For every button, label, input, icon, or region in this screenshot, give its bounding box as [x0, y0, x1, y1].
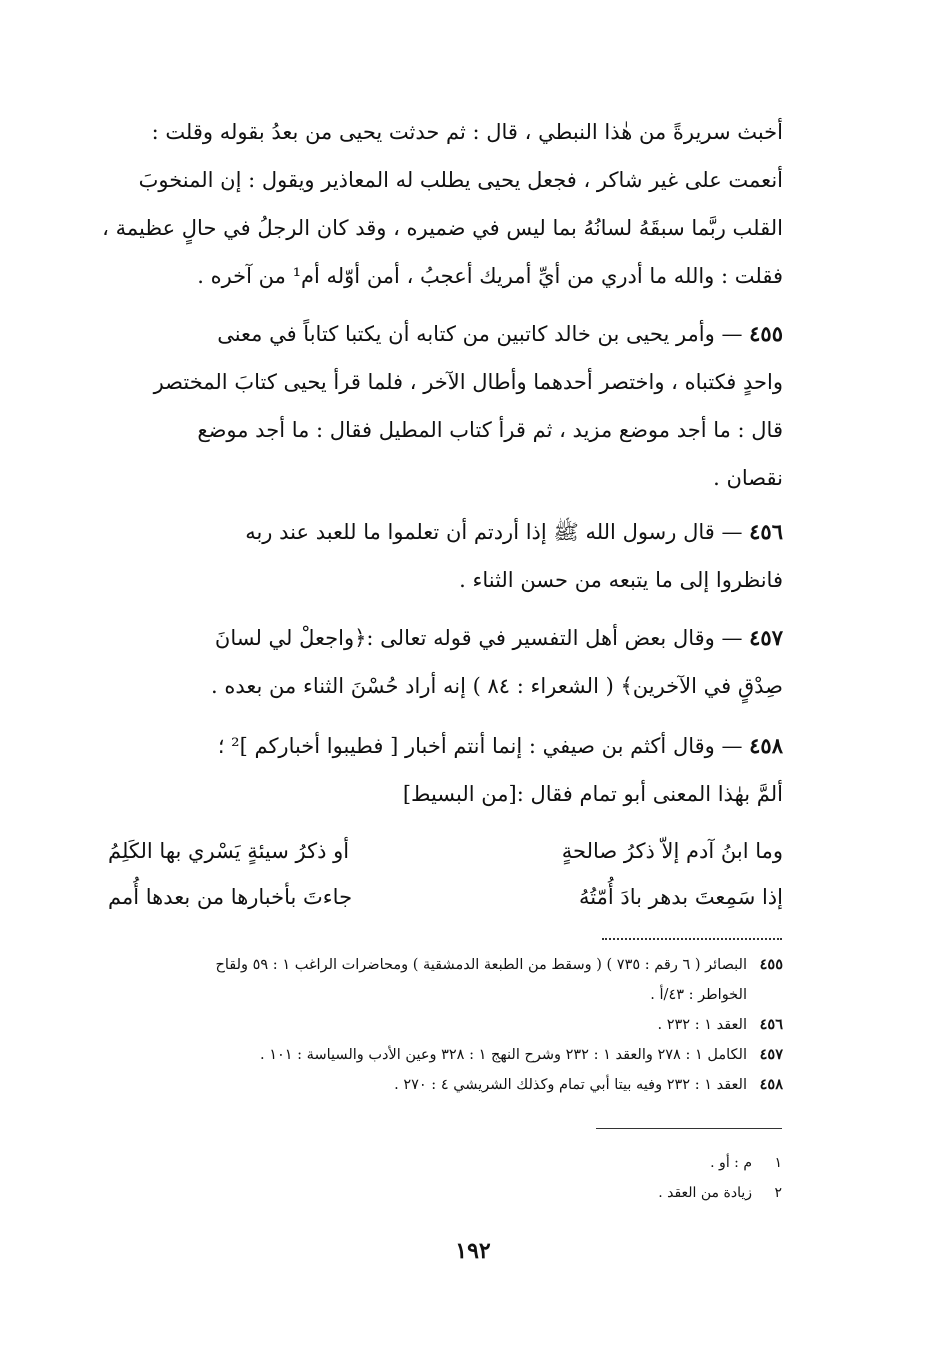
text-line: ألمَّ بهٰذا المعنى أبو تمام فقال :[من البسيط]: [402, 782, 783, 806]
paragraph-number: ٤٥٨: [749, 733, 783, 758]
note-text: البصائر ( ٦ رقم : ٧٣٥ ) ( وسقط من الطبعة الدمشقية ) ومحاضرات الراغب ١ : ٥٩ ولقاح: [215, 957, 747, 973]
footnote: [500, 1178, 782, 1208]
note-line: [108, 1040, 783, 1070]
page-number: ١٩٢: [455, 1238, 491, 1264]
text-line: قال : ما أجد موضع مزيد ، ثم قرأ كتاب المطيل فقال : ما أجد موضع: [197, 418, 783, 442]
paragraph-458: [108, 722, 783, 818]
text-line: [108, 508, 783, 556]
note-number: ٤٥٧: [759, 1046, 783, 1063]
text-span: — وقال أكثم بن صيفي : إنما أنتم أخبار [ فطيبوا أخباركم ]² ؛: [217, 734, 743, 758]
text-line: صِدْقٍ في الآخرين﴾ ( الشعراء : ٨٤ ) إنه أراد حُسْنَ الثناء من بعده .: [211, 674, 783, 698]
verse-first-hemistich: إذا سَمِعتَ بدهر بادَ أُمّتُهُ: [578, 885, 783, 909]
footnotes: [500, 1148, 782, 1208]
text-line: [108, 310, 783, 358]
paragraph-number: ٤٥٥: [749, 321, 783, 346]
text-line: نقصان .: [713, 466, 783, 490]
note-text: الخواطر : ٤٣/أ .: [650, 987, 747, 1003]
paragraph-456: [108, 508, 783, 604]
note-line: [108, 950, 783, 980]
verse-first-hemistich: وما ابنُ آدم إلاّ ذكرُ صالحةٍ: [561, 839, 783, 863]
footnote-text: زيادة من العقد .: [658, 1185, 752, 1201]
note-text: الكامل ١ : ٢٧٨ والعقد ١ : ٢٣٢ وشرح النهج ١ : ٣٢٨ وعين الأدب والسياسة : ١٠١ .: [259, 1047, 747, 1063]
footnotes-divider: [596, 1128, 782, 1129]
footnote: [500, 1148, 782, 1178]
note-text: العقد ١ : ٢٣٢ وفيه بيتا أبي تمام وكذلك الشريشي ٤ : ٢٧٠ .: [394, 1077, 747, 1093]
text-line: أنعمت على غير شاكر ، فجعل يحيى يطلب له المعاذير ويقول : إن المنخوبَ: [138, 168, 783, 192]
note-continuation: [108, 980, 783, 1010]
paragraph-457: [108, 614, 783, 710]
paragraph-number: ٤٥٦: [749, 519, 783, 544]
notes-divider: [602, 938, 782, 940]
text-line: فقلت : والله ما أدري من أيِّ أمريك أعجبُ ، أمن أوّله أم¹ من آخره .: [197, 264, 783, 288]
text-line: أخبث سريرةً من هٰذا النبطي ، قال : ثم حدثت يحيى من بعدُ بقوله وقلت :: [151, 120, 783, 144]
text-line: واحدٍ فكتباه ، واختصر أحدهما وأطال الآخر ، فلما قرأ يحيى كتابَ المختصر: [153, 370, 783, 394]
text-line: [108, 722, 783, 770]
text-line: [108, 614, 783, 662]
paragraph-455: [108, 310, 783, 502]
footnote-mark: ٢: [774, 1185, 782, 1201]
verse-line: [108, 828, 783, 874]
text-span: — وقال بعض أهل التفسير في قوله تعالى :﴿واجعلْ لي لسانَ: [214, 626, 743, 650]
verse-second-hemistich: أو ذكرُ سيئةٍ يَسْري بها الكَلِمُ: [108, 839, 350, 863]
note-text: العقد ١ : ٢٣٢ .: [657, 1017, 747, 1033]
poem-verses: [108, 828, 783, 920]
note-line: [108, 1070, 783, 1100]
note-line: [108, 1010, 783, 1040]
source-notes: [108, 950, 783, 1100]
text-line: القلب ربَّما سبقَهُ لسانُهُ بما ليس في ضميره ، وقد كان الرجلُ في حالٍ عظيمة ،: [102, 216, 783, 240]
paragraph-number: ٤٥٧: [749, 625, 783, 650]
text-span: — وأمر يحيى بن خالد كاتبين من كتابه أن يكتبا كتاباً في معنى: [217, 322, 743, 346]
text-span: — قال رسول الله ﷺ إذا أردتم أن تعلموا ما للعبد عند ربه: [245, 520, 743, 544]
verse-second-hemistich: جاءتَ بأخبارها من بعدها أُمم: [108, 885, 353, 909]
note-number: ٤٥٦: [759, 1016, 783, 1033]
note-number: ٤٥٨: [759, 1076, 783, 1093]
verse-line: [108, 874, 783, 920]
text-line: فانظروا إلى ما يتبعه من حسن الثناء .: [459, 568, 783, 592]
note-number: ٤٥٥: [759, 956, 783, 973]
paragraph-continued: [102, 108, 783, 300]
footnote-mark: ١: [774, 1155, 782, 1171]
footnote-text: م : أو .: [710, 1155, 752, 1171]
